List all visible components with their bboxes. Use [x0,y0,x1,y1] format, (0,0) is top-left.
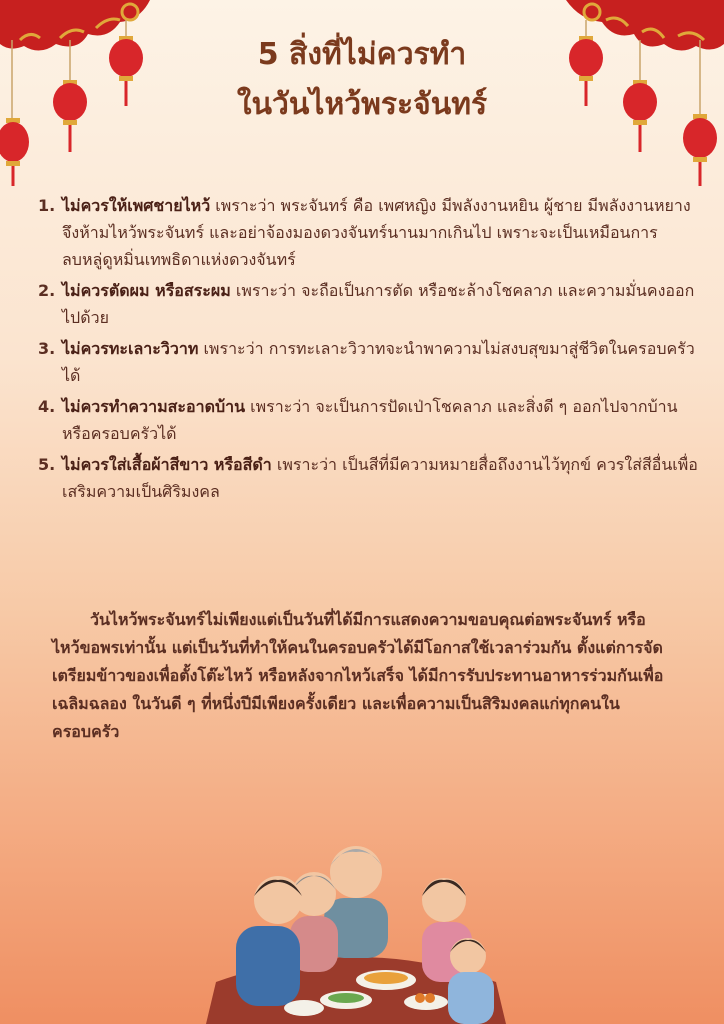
rule-number: 4. [38,397,56,416]
rule-heading: ไม่ควรทะเลาะวิวาท [62,339,199,358]
page-title [0,30,724,130]
rule-text: เพราะว่า จะเป็นการปัดเป่าโชคลาภ และสิ่งดี ๆ ออกไปจากบ้าน หรือครอบครัวได้ [62,397,678,443]
rule-number: 1. [38,196,56,215]
rule-item [38,277,698,331]
rule-heading: ไม่ควรตัดผม หรือสระผม [62,281,231,300]
rule-text: เพราะว่า จะถือเป็นการตัด หรือชะล้างโชคลาภ และความมั่นคงออกไปด้วย [62,281,695,327]
closing-paragraph: วันไหว้พระจันทร์ไม่เพียงแต่เป็นวันที่ได้มีการแสดงความขอบคุณต่อพระจันทร์ หรือไหว้ขอพรเท่านั้น แต่เป็นวันที่ทำให้คนในครอบครัวได้มีโอกาสใช้เวลาร่วมกัน ตั้งแต่การจัดเตรียมข้าวของเพื่อตั้งโต๊ะไหว้ หรือหลังจากไหว้เสร็จ ได้มีการรับประทานอาหารร่วมกันเพื่อเฉลิมฉลอง ในวันดี ๆ ที่หนึ่งปีมีเพียงครั้งเดียว และเพื่อความเป็นสิริมงคลแก่ทุกคนในครอบครัว [52,610,664,741]
rule-text: เพราะว่า เป็นสีที่มีความหมายสื่อถึงงานไว้ทุกข์ ควรใส่สีอื่นเพื่อเสริมความเป็นศิริมงคล [62,455,698,501]
rule-text: เพราะว่า พระจันทร์ คือ เพศหญิง มีพลังงานหยิน ผู้ชาย มีพลังงานหยาง จึงห้ามไหว้พระจันทร์ และอย่าจ้องมองดวงจันทร์นานมากเกินไป เพราะจะเป็นเหมือนการลบหลู่ดูหมิ่นเทพธิดาแห่งดวงจันทร์ [62,196,691,269]
rule-number: 5. [38,455,56,474]
rule-item [38,451,698,505]
rule-number: 3. [38,339,56,358]
rule-item [38,393,698,447]
family-dinner-illustration [196,832,516,1024]
title-line-1: 5 สิ่งที่ไม่ควรทำ [257,37,467,72]
rule-number: 2. [38,281,56,300]
rule-heading: ไม่ควรใส่เสื้อผ้าสีขาว หรือสีดำ [62,455,272,474]
rule-item [38,335,698,389]
rule-text: เพราะว่า การทะเลาะวิวาทจะนำพาความไม่สงบสุขมาสู่ชีวิตในครอบครัวได้ [62,339,695,385]
rule-item [38,192,698,273]
rule-heading: ไม่ควรให้เพศชายไหว้ [62,196,211,215]
rules-list [38,192,698,509]
rule-heading: ไม่ควรทำความสะอาดบ้าน [62,397,246,416]
title-line-2: ในวันไหว้พระจันทร์ [236,87,488,122]
